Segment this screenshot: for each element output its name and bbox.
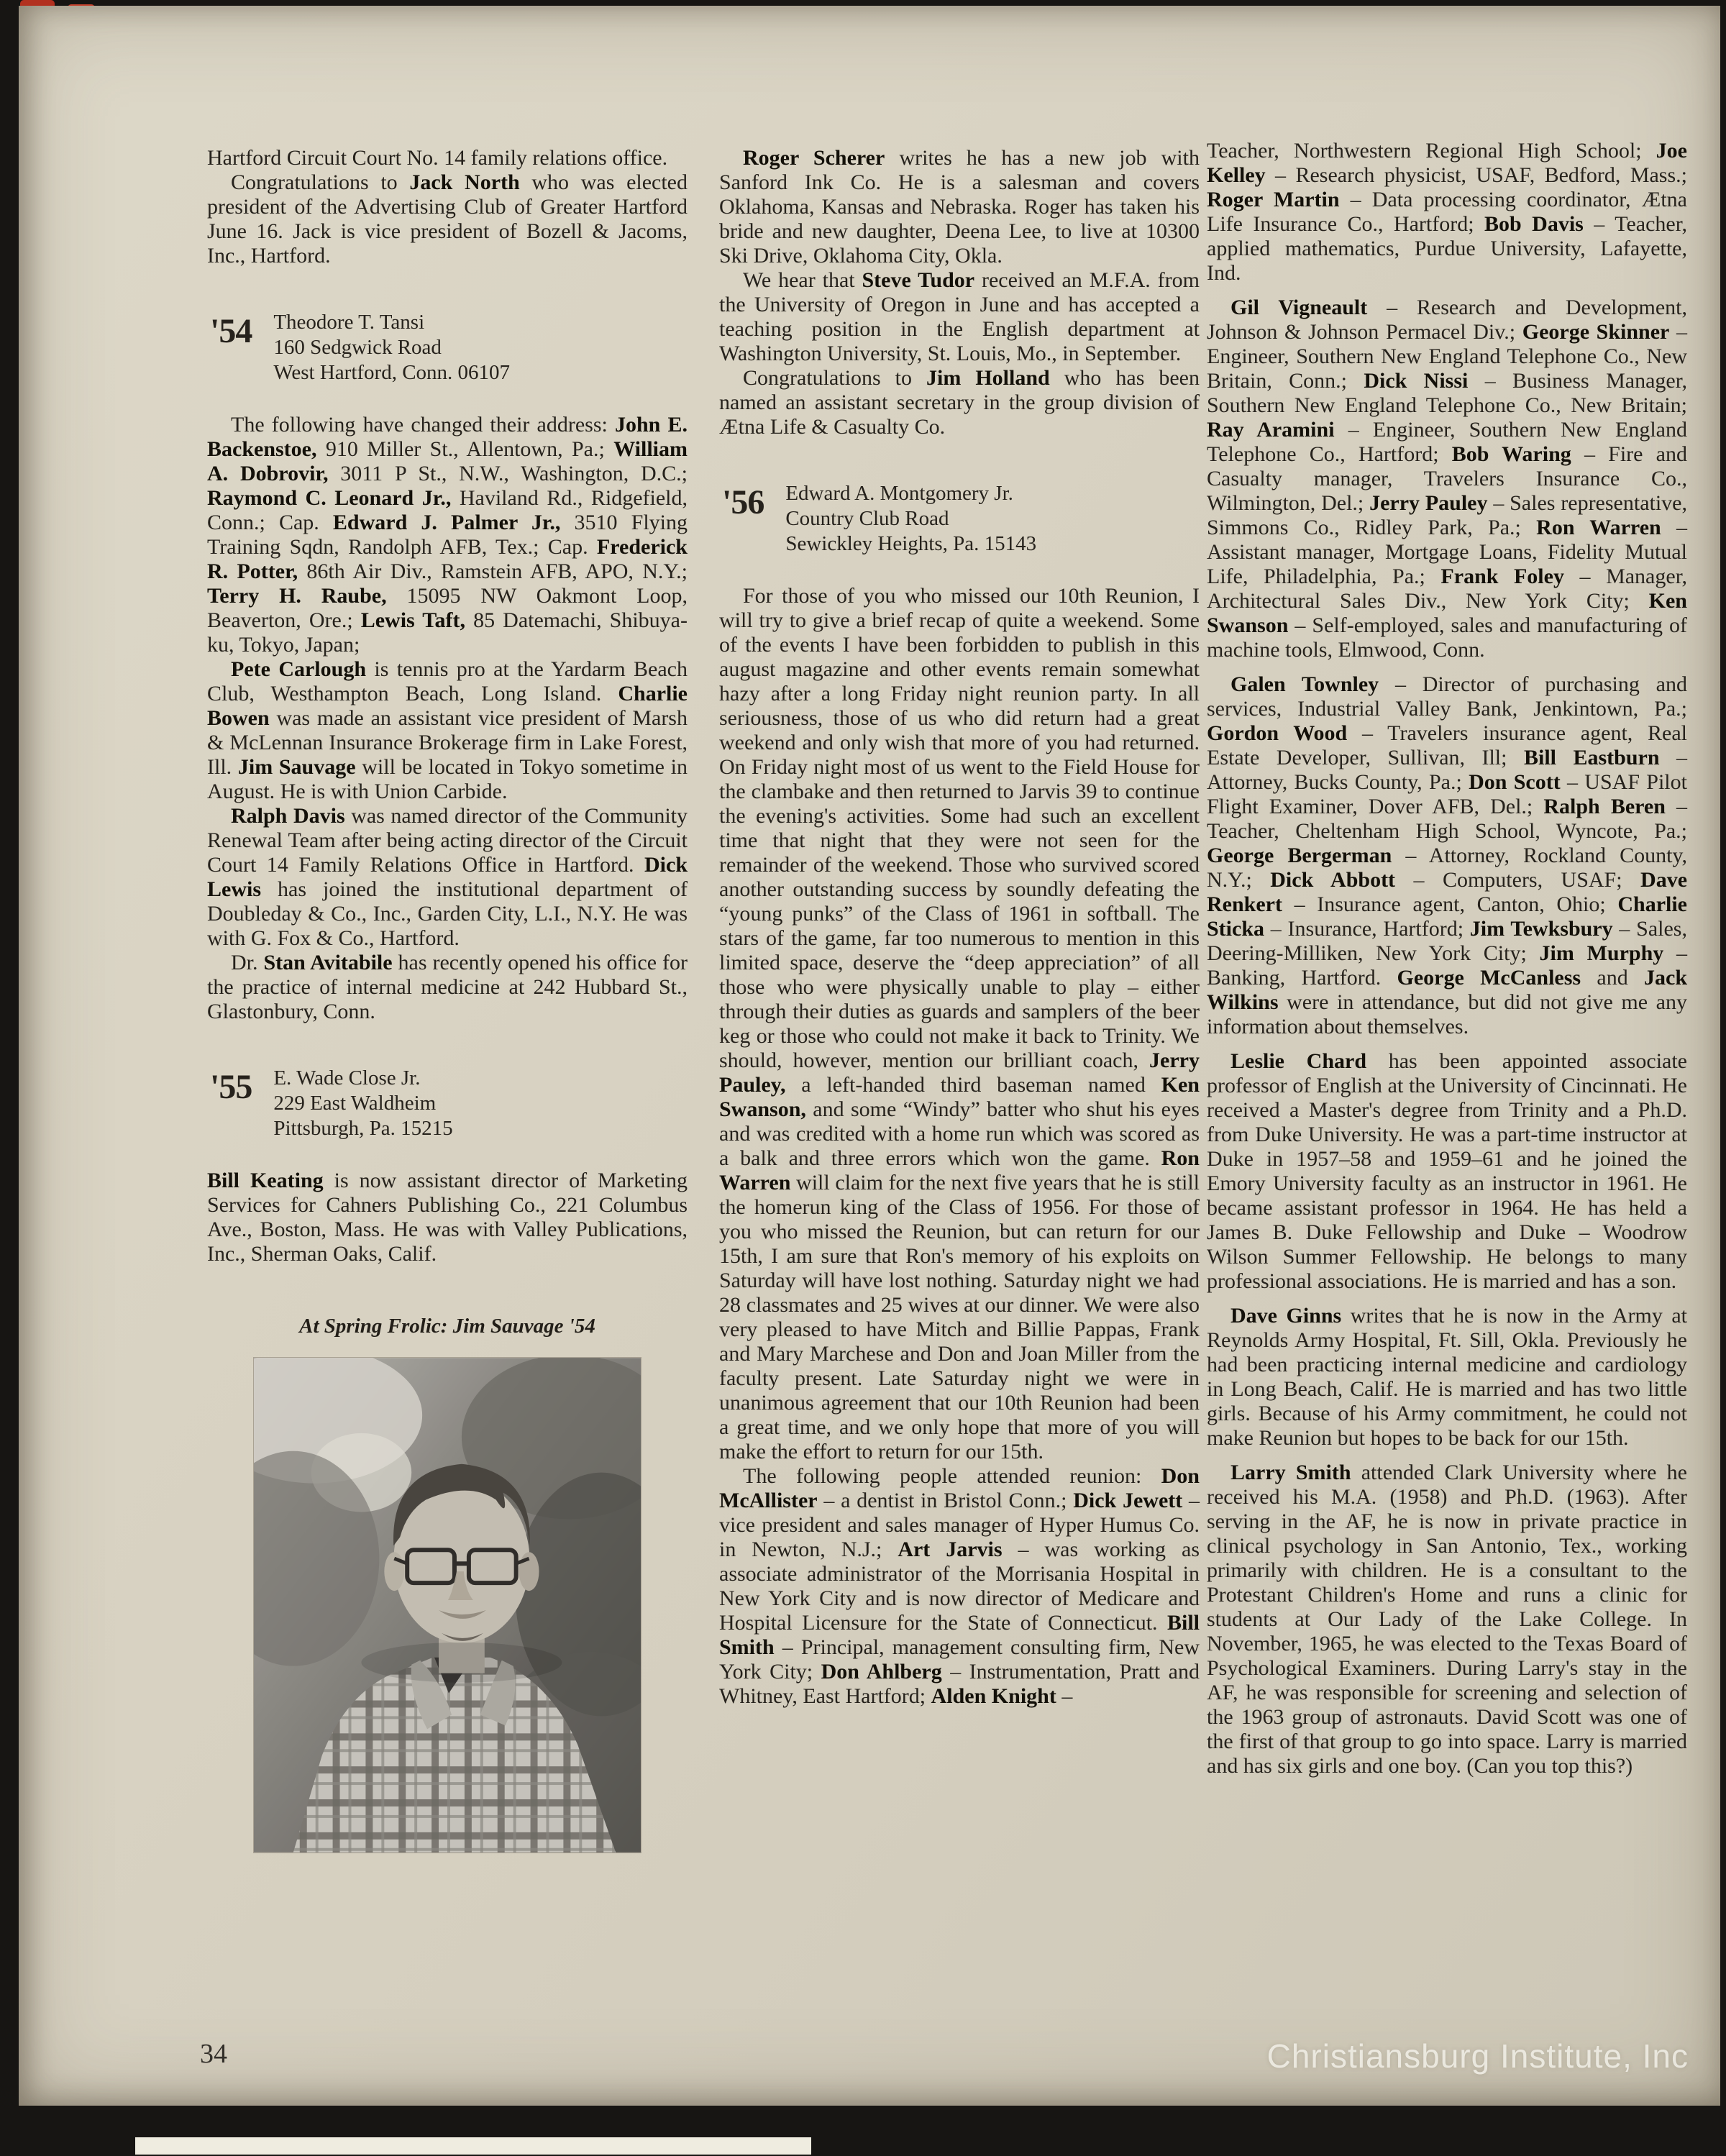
paragraph: Dr. Stan Avitabile has recently opened his office for the practice of internal medicine at 242 Hubbard St., Glastonbury, Conn. [207, 951, 688, 1023]
paragraph: Pete Carlough is tennis pro at the Yardarm Beach Club, Westhampton Beach, Long Island. Charlie Bowen was made an assistant vice president of Marsh & McLennan Insurance Brokerage firm in Lake Forest, Ill. Jim Sauvage will be located in Tokyo sometime in August. He is with Union Carbide. [207, 657, 688, 803]
column-left [207, 146, 688, 1853]
paragraph: Galen Townley – Director of purchasing and services, Industrial Valley Bank, Jenkintown, Pa.; Gordon Wood – Travelers insurance agent, Real Estate Developer, Sullivan, Ill; Bill Eastburn – Attorney, Bucks County, Pa.; Don Scott – USAF Pilot Flight Examiner, Dover AFB, Del.; Ralph Beren – Teacher, Cheltenham High School, Wyncote, Pa.; George Bergerman – Attorney, Rockland County, N.Y.; Dick Abbott – Computers, USAF; Dave Renkert – Insurance agent, Canton, Ohio; Charlie Sticka – Insurance, Hartford; Jim Tewksbury – Sales, Deering-Milliken, New York City; Jim Murphy – Banking, Hartford. George McCanless and Jack Wilkins were in attendance, but did not give me any information about themselves. [1207, 672, 1688, 1038]
class-secretary-address [785, 481, 1036, 557]
address-line: Country Club Road [785, 507, 949, 530]
paragraph: Hartford Circuit Court No. 14 family relations office. [207, 146, 668, 170]
class-year: '55 [210, 1068, 252, 1106]
class-secretary-address [273, 310, 510, 385]
class-year: '56 [722, 483, 764, 521]
address-line: Theodore T. Tansi [273, 311, 425, 334]
class-year-header-55 [210, 1066, 688, 1141]
address-line: Edward A. Montgomery Jr. [785, 482, 1013, 505]
class-year-header-54 [210, 310, 688, 385]
paragraph: Leslie Chard has been appointed associate professor of English at the University of Cincinnati. He received a Master's degree from Trinity and a Ph.D. from Duke University. He was a part-time instructor at Duke in 1957–58 and 1959–61 and he joined the Emory University faculty as an instructor in 1961. He became assistant professor in 1964. He has held a James B. Duke Fellowship and Duke – Woodrow Wilson Summer Fellowship. He belongs to many professional associations. He is married and has a son. [1207, 1049, 1687, 1293]
address-line: 229 East Waldheim [273, 1092, 437, 1115]
paragraph: Roger Scherer writes he has a new job with Sanford Ink Co. He is a salesman and covers Oklahoma, Kansas and Nebraska. Roger has taken his bride and new daughter, Deena Lee, to live at 10300 Ski Drive, Oklahoma City, Okla. [719, 146, 1200, 268]
portrait-photo [253, 1357, 641, 1853]
paragraph: Dave Ginns writes that he is now in the Army at Reynolds Army Hospital, Ft. Sill, Okla. Previously he had been practicing internal medicine and cardiology in Long Beach, Calif. He is married and has two little girls. Because of his Army commitment, he could not make Reunion but hopes to be back for our 15th. [1207, 1304, 1687, 1450]
page-number: 34 [200, 2039, 227, 2069]
class-year-header-56 [722, 481, 1200, 557]
magazine-page [19, 6, 1720, 2106]
address-line: West Hartford, Conn. 06107 [273, 361, 511, 384]
paragraph: Larry Smith attended Clark University where he received his M.A. (1958) and Ph.D. (1963). After serving in the AF, he is now in private practice in clinical psychology in San Antonio, Tex., working primarily with children. He is a consultant to the Protestant Children's Home and runs a clinic for students at Our Lady of the Lake College. In November, 1965, he was elected to the Texas Board of Psychological Examiners. During Larry's stay in the AF, he was responsible for screening and selection of the 1963 group of astronauts. David Scott was one of the first of that group to go into space. Larry is married and has six girls and one boy. (Can you top this?) [1207, 1461, 1687, 1778]
address-line: Sewickley Heights, Pa. 15143 [785, 532, 1037, 555]
address-line: E. Wade Close Jr. [273, 1066, 421, 1090]
watermark: Christiansburg Institute, Inc [1266, 2037, 1689, 2075]
paragraph: The following have changed their address: John E. Backenstoe, 910 Miller St., Allentown, Pa.; William A. Dobrovir, 3011 P St., N.W., Washington, D.C.; Raymond C. Leonard Jr., Haviland Rd., Ridgefield, Conn.; Cap. Edward J. Palmer Jr., 3510 Flying Training Sqdn, Randolph AFB, Tex.; Cap. Frederick R. Potter, 86th Air Div., Ramstein AFB, APO, N.Y.; Terry H. Raube, 15095 NW Oakmont Loop, Beaverton, Ore.; Lewis Taft, 85 Datemachi, Shibuya-ku, Tokyo, Japan; [207, 413, 688, 657]
paragraph: Congratulations to Jack North who was elected president of the Advertising Club of Greater Hartford June 16. Jack is vice president of Bozell & Jacoms, Inc., Hartford. [207, 170, 688, 268]
paragraph: Bill Keating is now assistant director of Marketing Services for Cahners Publishing Co., 221 Columbus Ave., Boston, Mass. He was with Valley Publications, Inc., Sherman Oaks, Calif. [207, 1169, 688, 1266]
paragraph: Congratulations to Jim Holland who has been named an assistant secretary in the group division of Ætna Life & Casualty Co. [719, 366, 1200, 439]
class-secretary-address [273, 1066, 452, 1141]
column-middle [719, 146, 1200, 1709]
paragraph: Teacher, Northwestern Regional High School; Joe Kelley – Research physicist, USAF, Bedford, Mass.; Roger Martin – Data processing coordinator, Ætna Life Insurance Co., Hartford; Bob Davis – Teacher, applied mathematics, Purdue University, Lafayette, Ind. [1207, 139, 1687, 285]
class-year: '54 [210, 312, 252, 350]
photo-caption: At Spring Frolic: Jim Sauvage '54 [299, 1315, 595, 1338]
portrait-photo-image [253, 1357, 641, 1853]
scan-edge-artifact [135, 2137, 811, 2155]
column-right [1207, 139, 1687, 1778]
address-line: Pittsburgh, Pa. 15215 [273, 1117, 453, 1140]
paragraph: Gil Vigneault – Research and Development, Johnson & Johnson Permacel Div.; George Skinner – Engineer, Southern New England Telephone Co., New Britain, Conn.; Dick Nissi – Business Manager, Southern New England Telephone Co., New Britain; Ray Aramini – Engineer, Southern New England Telephone Co., Hartford; Bob Waring – Fire and Casualty manager, Travelers Insurance Co., Wilmington, Del.; Jerry Pauley – Sales representative, Simmons Co., Ridley Park, Pa.; Ron Warren – Assistant manager, Mortgage Loans, Fidelity Mutual Life, Philadelphia, Pa.; Frank Foley – Manager, Architectural Sales Div., New York City; Ken Swanson – Self-employed, sales and manufacturing of machine tools, Elmwood, Conn. [1207, 296, 1688, 662]
paragraph: For those of you who missed our 10th Reunion, I will try to give a brief recap of quite a weekend. Some of the events I have been forbidden to publish in this august magazine and other events remain somewhat hazy after a long Friday night reunion party. In all seriousness, those of us who did return had a great weekend and only wish that more of you had returned. On Friday night most of us went to the Field House for the clambake and then returned to Jarvis 39 to continue the evening's activities. Some had such an excellent time that night that they were not seen for the remainder of the weekend. Those who survived scored another outstanding success by soundly defeating the “young punks” of the Class of 1961 in softball. The stars of the game, far too numerous to mention in this limited space, deserve the “deep appreciation” of all those who were physically unable to play – either through their duties as guards and samplers of the beer keg or those who could not make it back to Trinity. We should, however, mention our brilliant coach, Jerry Pauley, a left-handed third baseman named Ken Swanson, and some “Windy” batter who shut his eyes and was credited with a home run which was scored as a balk and three errors which won the game. Ron Warren will claim for the next five years that he is still the homerun king of the Class of 1956. For those of you who missed the Reunion, but can return for our 15th, I am sure that Ron's memory of his exploits on Saturday will have lost nothing. Saturday night we had 28 classmates and 25 wives at our dinner. We were also very pleased to have Mitch and Billie Pappas, Frank and Mary Marchese and Don and Joan Miller from the faculty present. Late Saturday night we were in unanimous agreement that our 10th Reunion had been a great time, and we only hope that more of you will make the effort to return for our 15th. [719, 584, 1200, 1463]
paragraph: Ralph Davis was named director of the Community Renewal Team after being acting director of the Circuit Court 14 Family Relations Office in Hartford. Dick Lewis has joined the institutional department of Doubleday & Co., Inc., Garden City, L.I., N.Y. He was with G. Fox & Co., Hartford. [207, 804, 688, 950]
address-line: 160 Sedgwick Road [273, 336, 442, 359]
paragraph: We hear that Steve Tudor received an M.F.A. from the University of Oregon in June and has accepted a teaching position in the English department at Washington University, St. Louis, Mo., in September. [719, 268, 1200, 365]
paragraph: The following people attended reunion: Don McAllister – a dentist in Bristol Conn.; Dick Jewett – vice president and sales manager of Hyper Humus Co. in Newton, N.J.; Art Jarvis – was working as associate administrator of the Morrisania Hospital in New York City and is now director of Medicare and Hospital Licensure for the State of Connecticut. Bill Smith – Principal, management consulting firm, New York City; Don Ahlberg – Instrumentation, Pratt and Whitney, East Hartford; Alden Knight – [719, 1464, 1200, 1708]
